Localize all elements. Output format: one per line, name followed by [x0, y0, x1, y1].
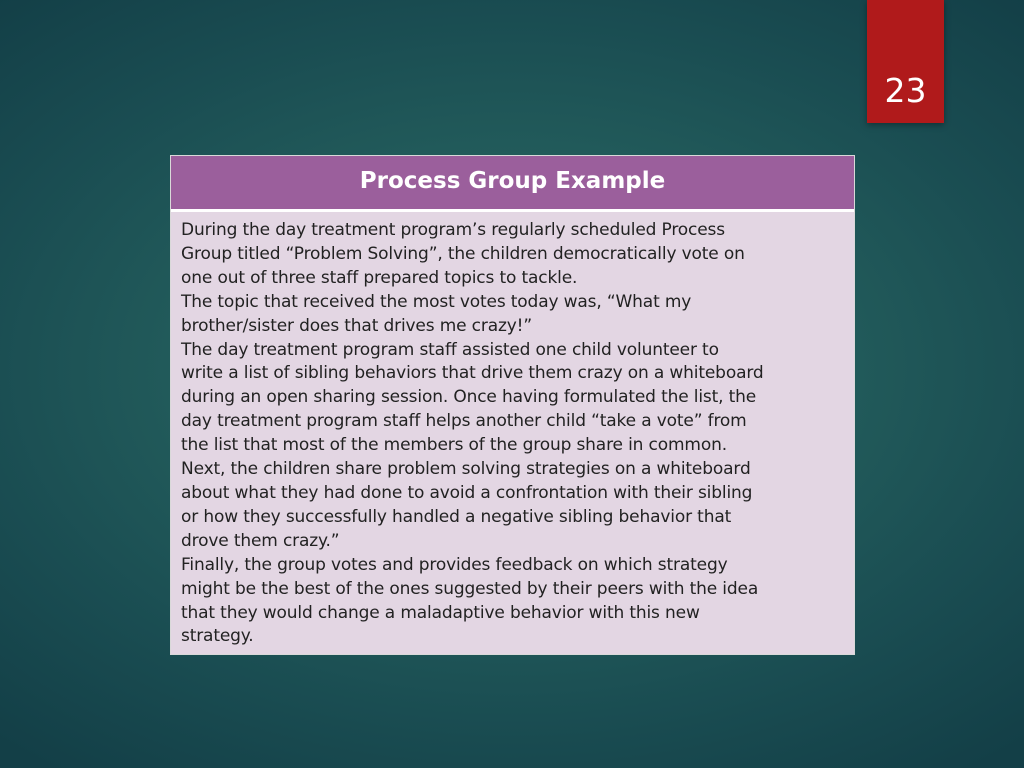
body-line: Next, the children share problem solving strategies on a whiteboard — [181, 459, 751, 480]
table-title: Process Group Example — [359, 168, 666, 194]
body-line: the list that most of the members of the group share in common. — [181, 435, 727, 456]
body-line: strategy. — [181, 626, 254, 647]
body-line: or how they successfully handled a negative sibling behavior that — [181, 506, 732, 527]
body-line: that they would change a maladaptive behavior with this new — [181, 602, 700, 623]
slide-number: 23 — [884, 71, 927, 110]
slide-number-tab — [867, 0, 944, 123]
body-line: during an open sharing session. Once having formulated the list, the — [181, 387, 757, 408]
body-line: about what they had done to avoid a confrontation with their sibling — [181, 482, 753, 503]
body-line: day treatment program staff helps another child “take a vote” from — [181, 411, 747, 432]
body-line: brother/sister does that drives me crazy!” — [181, 315, 532, 336]
body-line: During the day treatment program’s regularly scheduled Process — [181, 220, 725, 240]
body-text — [181, 219, 849, 649]
body-line: The topic that received the most votes today was, “What my — [181, 291, 692, 312]
body-line: might be the best of the ones suggested by their peers with the idea — [181, 578, 759, 599]
body-line: Finally, the group votes and provides feedback on which strategy — [181, 554, 728, 575]
content-table — [170, 155, 855, 655]
body-line: one out of three staff prepared topics to tackle. — [181, 267, 578, 288]
body-line: The day treatment program staff assisted one child volunteer to — [181, 339, 719, 360]
body-line: Group titled “Problem Solving”, the children democratically vote on — [181, 243, 745, 264]
body-line: write a list of sibling behaviors that drive them crazy on a whiteboard — [181, 363, 764, 384]
table-header — [171, 156, 854, 212]
table-body — [171, 212, 854, 654]
body-line: drove them crazy.” — [181, 530, 340, 551]
